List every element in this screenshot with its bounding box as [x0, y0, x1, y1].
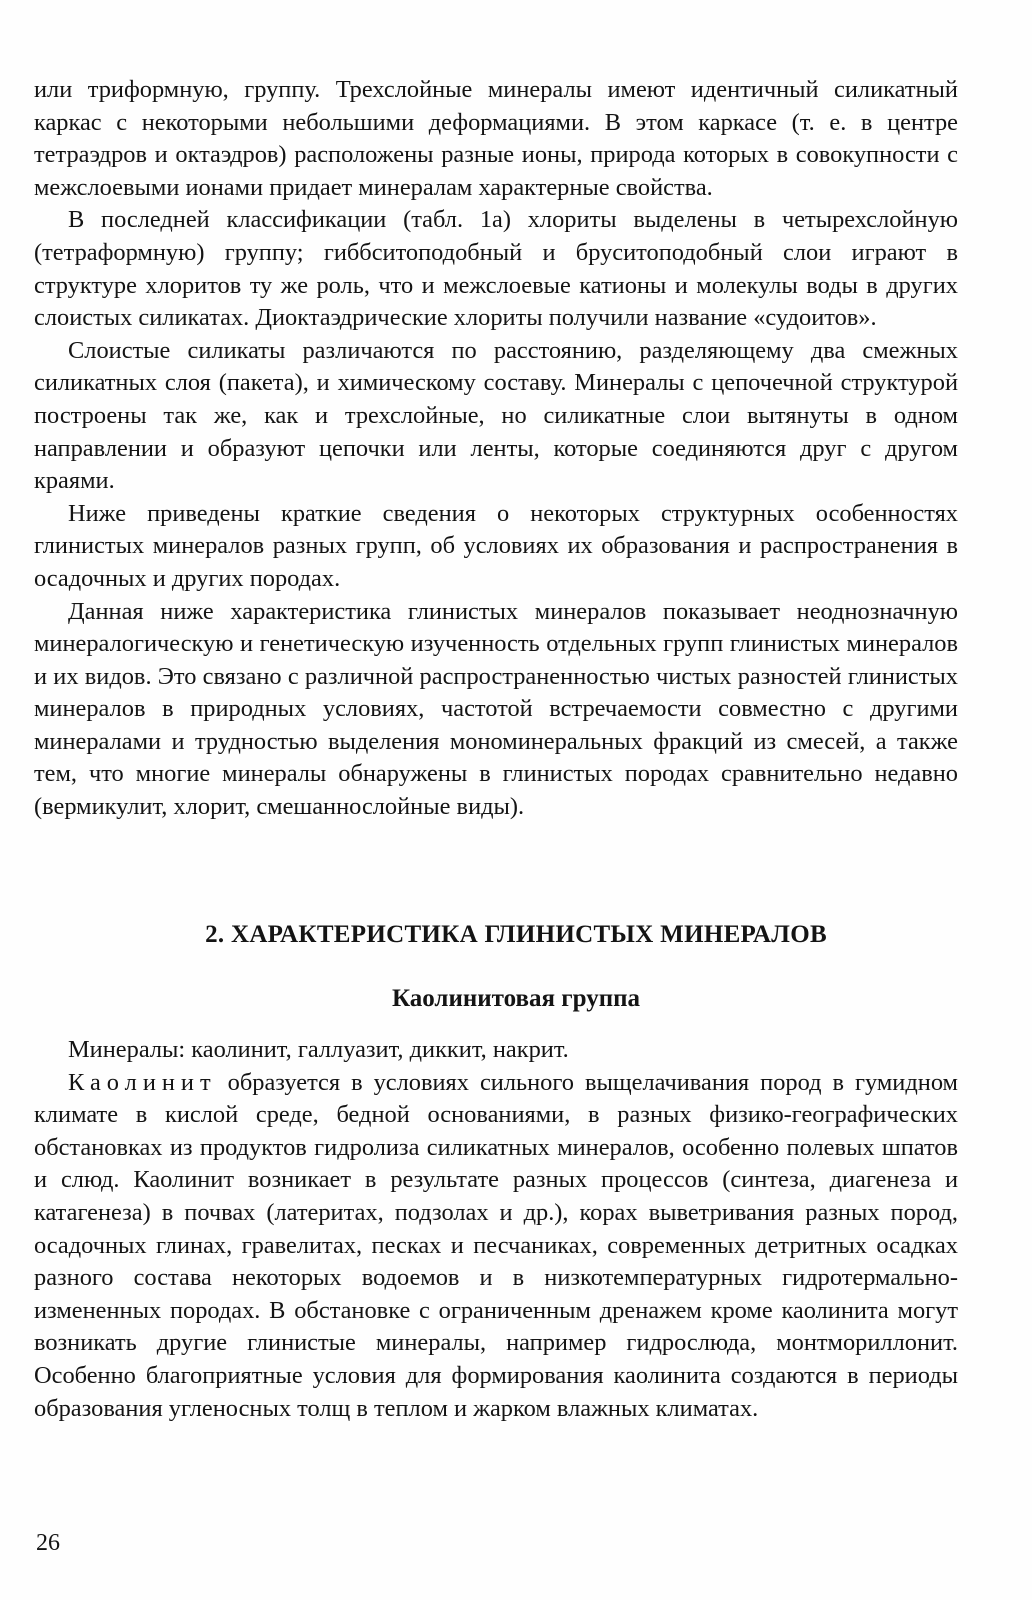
section-title: 2. ХАРАКТЕРИСТИКА ГЛИНИСТЫХ МИНЕРАЛОВ — [205, 921, 827, 948]
page-number: 26 — [36, 1530, 60, 1556]
paragraph-kaolinite — [34, 1067, 958, 1426]
kaolinite-description: образуется в условиях сильного выщелачивания пород в гумидном климате в кислой среде, бедной основаниями, в разных физико-географических обстановках из продуктов гидролиза силикатных минералов, особенно полевых шпатов и слюд. Каолинит возникает в результате разных процессов (синтеза, диагенеза и катагенеза) в почвах (латеритах, подзолах и др.), корах выветривания разных пород, осадочных глинах, гравелитах, песках и песчаниках, современных детритных осадках разного состава некоторых водоемов и в низкотемпературных гидротермально-измененных породах. В обстановке с ограниченным дренажем кроме каолинита могут возникать другие глинистые минералы, например гидрослюда, монтмориллонит. Особенно благоприятные условия для формирования каолинита создаются в периоды образования угленосных толщ в теплом и жарком влажных климатах. — [34, 1068, 958, 1422]
kaolinite-text-block — [34, 1034, 958, 1425]
paragraph-layer-silicates: Слоистые силикаты различаются по расстоянию, разделяющему два смежных силикатных слоя (пакета), и химическому составу. Минералы с цепочечной структурой построены так же, как и трехслойные, но силикатные слои вытянуты в одном направлении и образуют цепочки или ленты, которые соединяются друг с другом краями. — [34, 336, 958, 495]
paragraph-chlorite-classification: В последней классификации (табл. 1а) хлориты выделены в четырехслойную (тетраформную) группу; гиббситоподобный и бруситоподобный слои играют в структуре хлоритов ту же роль, что и межслоевые катионы и молекулы воды в других слоистых силикатах. Диоктаэдрические хлориты получили название «судоитов». — [34, 206, 958, 332]
paragraph-characteristics-note: Данная ниже характеристика глинистых минералов показывает неоднозначную минералогическую и генетическую изученность отдельных групп глинистых минералов и их видов. Это связано с различной распространенностью чистых разностей глинистых минералов в природных условиях, частотой встречаемости совместно с другими минералами и трудностью выделения мономинеральных фракций из смесей, а также тем, что многие минералы обнаружены в глинистых породах сравнительно недавно (вермикулит, хлорит, смешаннослойные виды). — [34, 597, 958, 821]
paragraph-trilayer-minerals: или триформную, группу. Трехслойные минералы имеют идентичный силикатный каркас с некоторыми небольшими деформациями. В этом каркасе (т. е. в центре тетраэдров и октаэдров) расположены разные ионы, природа которых в совокупности с межслоевыми ионами придает минералам характерные свойства. — [34, 76, 958, 201]
subsection-title: Каолинитовая группа — [391, 985, 641, 1012]
intro-text-block — [34, 74, 958, 824]
minerals-list-line: Минералы: каолинит, галлуазит, диккит, накрит. — [68, 1036, 569, 1063]
paragraph-summary-intro: Ниже приведены краткие сведения о некоторых структурных особенностях глинистых минералов разных групп, об условиях их образования и распространения в осадочных и других породах. — [34, 499, 958, 592]
kaolinite-term: Каолинит — [68, 1068, 217, 1096]
